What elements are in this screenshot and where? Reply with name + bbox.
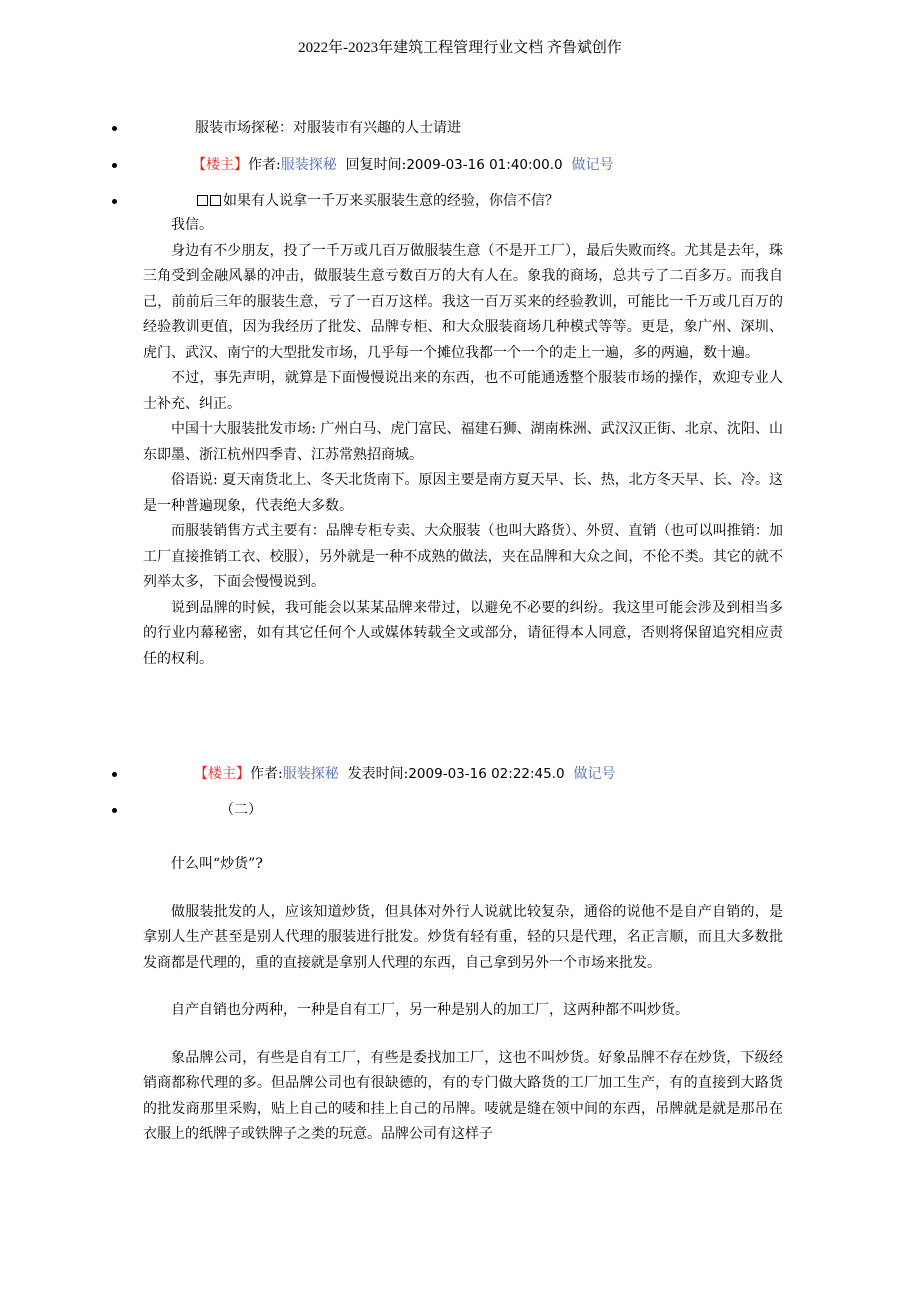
document-header: 2022年-2023年建筑工程管理行业文档 齐鲁斌创作	[298, 40, 622, 56]
paragraph: 我信。	[171, 217, 213, 233]
post-meta	[194, 764, 616, 784]
author-label: 作者:	[248, 157, 281, 173]
time-label: 发表时间:	[347, 766, 409, 782]
paragraph: 说到品牌的时候，我可能会以某某品牌来带过，以避免不必要的纠纷。我这里可能会涉及到相当多的行业内幕秘密，如有其它任何个人或媒体转载全文或部分，请征得本人同意，否则将保留追究相应责任的权利。	[143, 599, 783, 667]
paragraph: 自产自销也分两种，一种是自有工厂，另一种是别人的加工厂，这两种都不叫炒货。	[171, 1002, 689, 1018]
post-meta	[192, 155, 614, 175]
missing-glyph-icon	[197, 195, 208, 206]
paragraph: 不过，事先声明，就算是下面慢慢说出来的东西，也不可能通透整个服装市场的操作，欢迎专业人士补充、纠正。	[143, 370, 783, 412]
section-heading: （二）	[220, 802, 262, 818]
post2-body	[143, 852, 783, 1148]
paragraph: 而服装销售方式主要有：品牌专柜专卖、大众服装（也叫大路货）、外贸、直销（也可以叫推销：加工厂直接推销工衣、校服），另外就是一种不成熟的做法，夹在品牌和大众之间，不伦不类。其它的就不列举太多，下面会慢慢说到。	[143, 523, 783, 590]
bullet-icon	[112, 808, 117, 813]
bullet-icon	[112, 199, 117, 204]
paragraph: 象品牌公司，有些是自有工厂，有些是委找加工厂，这也不叫炒货。好象品牌不存在炒货，下级经销商都称代理的多。但品牌公司也有很缺德的，有的专门做大路货的工厂加工生产，有的直接到大路货的批发商那里采购，贴上自己的唛和挂上自己的吊牌。唛就是缝在领中间的东西，吊牌就是就是那吊在衣服上的纸牌子或铁牌子之类的玩意。品牌公司有这样子	[143, 1049, 783, 1142]
missing-glyph-icon	[210, 195, 221, 206]
owner-badge: 【楼主】	[194, 766, 250, 782]
time-label: 回复时间:	[345, 157, 407, 173]
paragraph: 做服装批发的人，应该知道炒货，但具体对外行人说就比较复杂，通俗的说他不是自产自销的，是拿别人生产甚至是别人代理的服装进行批发。炒货有轻有重，轻的只是代理，名正言顺，而且大多数批发商都是代理的，重的直接就是拿别人代理的东西，自己拿到另外一个市场来批发。	[143, 903, 783, 971]
post-time: 2009-03-16 02:22:45.0	[408, 766, 565, 782]
author-link[interactable]: 服装探秘	[280, 157, 337, 173]
post-time: 2009-03-16 01:40:00.0	[406, 157, 563, 173]
post-first-line	[197, 191, 559, 211]
paragraph: 中国十大服装批发市场: 广州白马、虎门富民、福建石狮、湖南株洲、武汉汉正街、北京、沈阳、山东即墨、浙江杭州四季青、江苏常熟招商城。	[143, 421, 783, 463]
paragraph: 身边有不少朋友，投了一千万或几百万做服装生意（不是开工厂），最后失败而终。尤其是去年，珠三角受到金融风暴的冲击，做服装生意亏数百万的大有人在。象我的商场，总共亏了二百多万。而我自己，前前后三年的服装生意，亏了一百万这样。我这一百万买来的经验教训，可能比一千万或几百万的经验教训更值，因为我经历了批发、品牌专柜、和大众服装商场几种模式等等。更是，象广州、深圳、虎门、武汉、南宁的大型批发市场，几乎每一个摊位我都一个一个的走上一遍，多的两遍，数十遍。	[143, 242, 783, 361]
paragraph: 什么叫“炒货”?	[171, 856, 263, 872]
bullet-icon	[112, 126, 117, 131]
paragraph: 俗语说: 夏天南货北上、冬天北货南下。原因主要是南方夏天早、长、热，北方冬天早、长、冷。这是一种普遍现象，代表绝大多数。	[143, 472, 783, 514]
bookmark-link[interactable]: 做记号	[571, 157, 614, 173]
owner-badge: 【楼主】	[192, 157, 248, 173]
bullet-icon	[112, 772, 117, 777]
post1-body	[143, 213, 783, 672]
first-line-text: 如果有人说拿一千万来买服装生意的经验，你信不信？	[223, 193, 559, 209]
author-link[interactable]: 服装探秘	[282, 766, 339, 782]
author-label: 作者:	[250, 766, 283, 782]
post-title: 服装市场探秘：对服装市有兴趣的人士请进	[195, 120, 461, 136]
bookmark-link[interactable]: 做记号	[573, 766, 616, 782]
bullet-icon	[112, 163, 117, 168]
